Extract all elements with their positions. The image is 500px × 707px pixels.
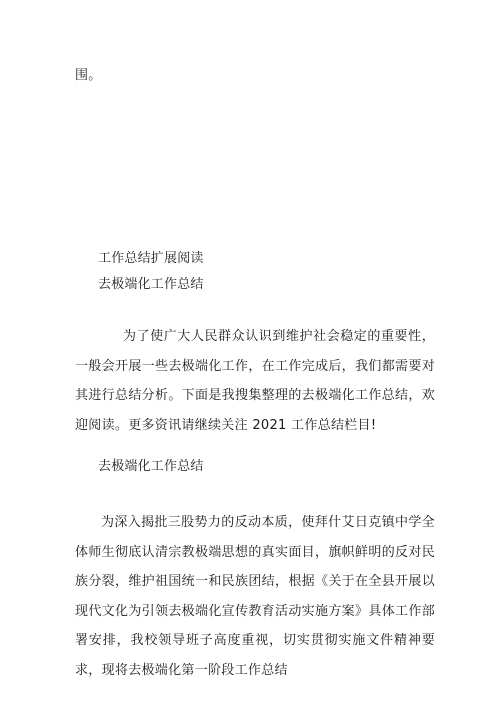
section-heading: 去极端化工作总结 (98, 459, 204, 474)
body-paragraph: 为深入揭批三股势力的反动本质，使拜什艾日克镇中学全体师生彻底认清宗教极端思想的真实面目，旗帜鲜明的反对民族分裂，维护祖国统一和民族团结，根据《关于在全县开展以现代文化为引领去极端化宣传教育活动实施方案》具体工作部署安排，我校领导班子高度重视，切实贯彻实施文件精神要求，现将去极端化第一阶段工作总结 (75, 515, 435, 678)
continuation-text: 围。 (75, 68, 102, 83)
article-title: 去极端化工作总结 (98, 277, 204, 292)
intro-paragraph: 为了使广大人民群众认识到维护社会稳定的重要性，一般会开展一些去极端化工作，在工作完成后，我们都需要对其进行总结分析。下面是我搜集整理的去极端化工作总结，欢迎阅读。更多资讯请继续关注 2021 工作总结栏目! (75, 329, 435, 433)
extended-reading-title: 工作总结扩展阅读 (98, 251, 204, 266)
